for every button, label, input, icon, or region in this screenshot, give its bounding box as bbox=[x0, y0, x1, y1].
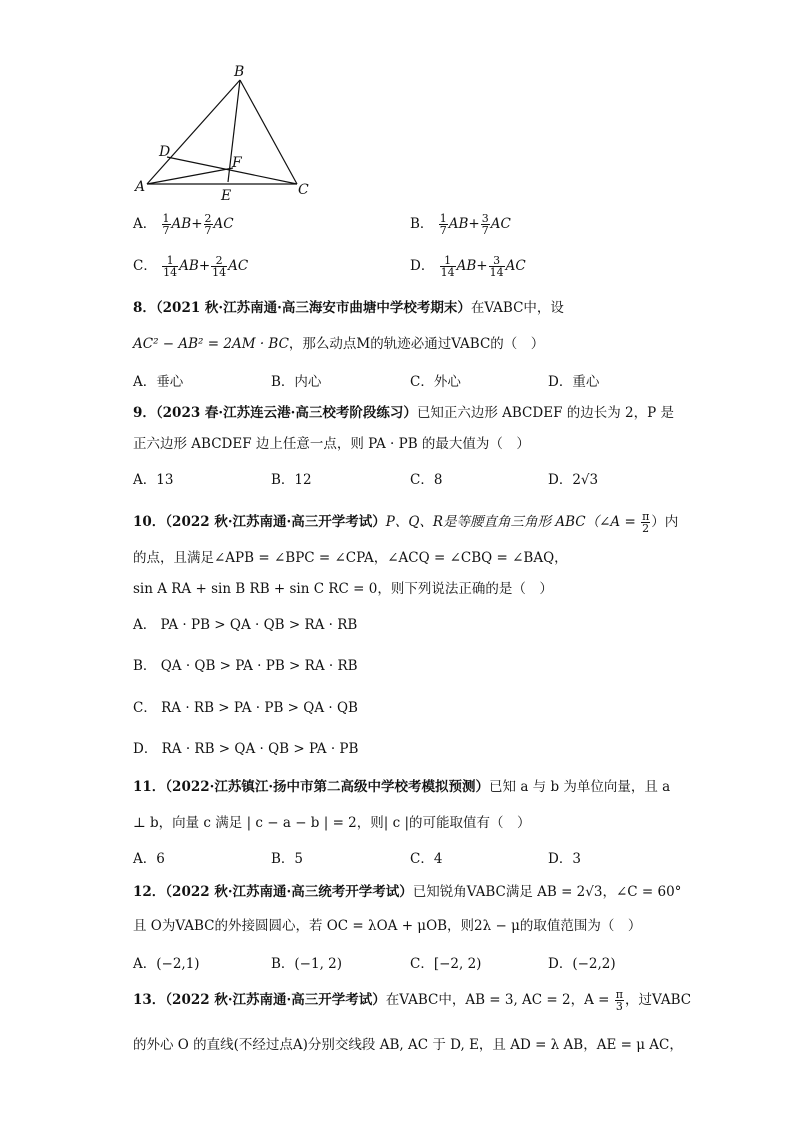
q7-option-b: B． $\frac{1}{7}$ AB+ $\frac{3}{7}$ AC bbox=[410, 212, 511, 237]
q10-option-a: A． PA · PB > QA · QB > RA · RB bbox=[133, 617, 358, 633]
q10-line2: 的点，且满足∠APB = ∠BPC = ∠CPA，∠ACQ = ∠CBQ = ∠BAQ， bbox=[133, 550, 568, 566]
q8-line1: 8．（2021 秋·江苏南通·高三海安市曲塘中学校考期末）在VABC中，设 bbox=[133, 300, 564, 316]
q7-option-a: A． $\frac{1}{7}$ AB+ $\frac{2}{7}$ AC bbox=[133, 212, 234, 237]
q12-line1: 12．（2022 秋·江苏南通·高三统考开学考试）已知锐角VABC满足 AB = 2√3，∠C = 60° bbox=[133, 884, 682, 900]
q7-option-d: D． $\frac{1}{14}$ AB+ $\frac{3}{14}$ AC bbox=[410, 254, 526, 279]
q11-line2: ⊥ b，向量 c 满足 | c − a − b | = 2，则| c |的可能取值有（ ） bbox=[133, 815, 531, 831]
triangle-figure bbox=[125, 60, 325, 210]
label-D: D bbox=[159, 144, 171, 160]
q9-line2: 正六边形 ABCDEF 边上任意一点，则 PA · PB 的最大值为（ ） bbox=[133, 436, 530, 452]
q8-option-c: C．外心 bbox=[410, 374, 461, 390]
q12-option-a: A．(−2,1) bbox=[133, 956, 200, 972]
q9-option-c: C．8 bbox=[410, 472, 443, 488]
q8-option-d: D．重心 bbox=[548, 374, 600, 390]
q11-option-b: B．5 bbox=[271, 851, 304, 867]
q13-line2: 的外心 O 的直线(不经过点A)分别交线段 AB, AC 于 D, E，且 AD = λ AB，AE = μ AC， bbox=[133, 1037, 683, 1053]
label-A: A bbox=[135, 179, 146, 195]
q10-option-b: B． QA · QB > PA · PB > RA · RB bbox=[133, 658, 358, 674]
q10-option-c: C． RA · RB > PA · PB > QA · QB bbox=[133, 700, 358, 716]
q10-line1: 10．（2022 秋·江苏南通·高三开学考试）P、Q、R是等腰直角三角形 ABC（∠A = $\frac{\pi}{2}$ ）内 bbox=[133, 510, 679, 535]
q11-line1: 11．（2022·江苏镇江·扬中市第二高级中学校考模拟预测）已知 a 与 b 为单位向量，且 a bbox=[133, 779, 671, 795]
q13-line1: 13．（2022 秋·江苏南通·高三开学考试）在VABC中，AB = 3, AC = 2，A = $\frac{\pi}{3}$ ，过VABC bbox=[133, 988, 692, 1013]
q12-option-b: B．(−1, 2) bbox=[271, 956, 343, 972]
q8-line2: AC² − AB² = 2AM · BC，那么动点M的轨迹必通过VABC的（ ） bbox=[133, 336, 545, 352]
q10-option-d: D． RA · RB > QA · QB > PA · PB bbox=[133, 741, 359, 757]
q8-option-a: A．垂心 bbox=[133, 374, 184, 390]
label-E: E bbox=[221, 188, 232, 204]
label-C: C bbox=[298, 182, 309, 198]
q11-option-c: C．4 bbox=[410, 851, 443, 867]
q11-option-d: D．3 bbox=[548, 851, 581, 867]
q12-line2: 且 O为VABC的外接圆圆心，若 OC = λOA + μOB，则2λ − μ的取值范围为（ ） bbox=[133, 918, 642, 934]
q10-line3: sin A RA + sin B RB + sin C RC = 0，则下列说法正确的是（ ） bbox=[133, 581, 553, 597]
q9-option-d: D．2√3 bbox=[548, 472, 599, 488]
q7-option-c: C． $\frac{1}{14}$ AB+ $\frac{2}{14}$ AC bbox=[133, 254, 249, 279]
label-B: B bbox=[234, 64, 245, 80]
q9-line1: 9．（2023 春·江苏连云港·高三校考阶段练习）已知正六边形 ABCDEF 的边长为 2，P 是 bbox=[133, 405, 674, 421]
q11-option-a: A．6 bbox=[133, 851, 165, 867]
label-F: F bbox=[232, 155, 242, 171]
q12-option-c: C．[−2, 2) bbox=[410, 956, 482, 972]
q12-option-d: D．(−2,2) bbox=[548, 956, 616, 972]
q8-option-b: B．内心 bbox=[271, 374, 322, 390]
q9-option-a: A．13 bbox=[133, 472, 174, 488]
q9-option-b: B．12 bbox=[271, 472, 312, 488]
